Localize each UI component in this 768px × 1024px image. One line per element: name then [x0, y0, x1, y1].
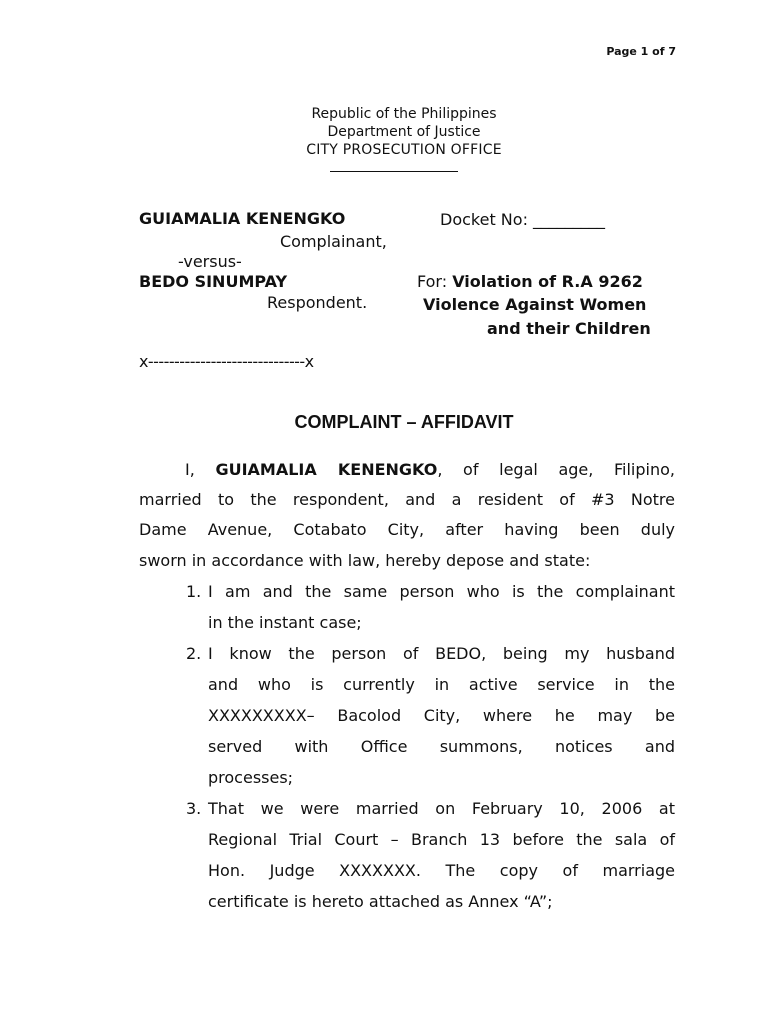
violation-desc-line1: Violence Against Women — [423, 295, 647, 314]
list-item-line: XXXXXXXXX– Bacolod City, where he may be — [208, 706, 675, 725]
intro-line1-rest: , of legal age, Filipino, — [437, 460, 675, 479]
for-label: For: — [417, 272, 448, 291]
list-item-line: Regional Trial Court – Branch 13 before the sala of — [208, 830, 675, 849]
intro-line2: married to the respondent, and a resident of #3 Notre — [139, 490, 675, 509]
intro-name: GUIAMALIA KENENGKO — [215, 460, 438, 479]
intro-line3: Dame Avenue, Cotabato City, after having been duly — [139, 520, 675, 539]
list-item-line: processes; — [208, 768, 294, 787]
caption-separator: x------------------------------x — [139, 352, 314, 371]
page-number: Page 1 of 7 — [606, 45, 676, 58]
list-item-line: in the instant case; — [208, 613, 362, 632]
document-title: COMPLAINT – AFFIDAVIT — [294, 412, 514, 432]
respondent-name: BEDO SINUMPAY — [139, 272, 288, 291]
header-republic: Republic of the Philippines — [311, 106, 497, 122]
list-item-line: Hon. Judge XXXXXXX. The copy of marriage — [208, 861, 675, 880]
violation-desc-line2: and their Children — [487, 319, 651, 338]
header-office: CITY PROSECUTION OFFICE — [306, 142, 502, 158]
intro-line4: sworn in accordance with law, hereby depose and state: — [139, 551, 591, 570]
complainant-label: Complainant, — [280, 232, 387, 251]
versus-label: -versus- — [178, 252, 242, 271]
list-item-number: 3. — [186, 799, 202, 818]
header-underline — [330, 171, 458, 172]
list-item-line: certificate is hereto attached as Annex “A”; — [208, 892, 553, 911]
list-item-number: 1. — [186, 582, 202, 601]
complainant-name: GUIAMALIA KENENGKO — [139, 209, 346, 228]
list-item-line: I am and the same person who is the complainant — [208, 582, 675, 601]
violation-line: Violation of R.A 9262 — [452, 272, 643, 291]
list-item-line: That we were married on February 10, 2006 at — [208, 799, 675, 818]
list-item-line: served with Office summons, notices and — [208, 737, 675, 756]
list-item-number: 2. — [186, 644, 202, 663]
list-item-line: and who is currently in active service in the — [208, 675, 675, 694]
list-item-line: I know the person of BEDO, being my husband — [208, 644, 675, 663]
respondent-label: Respondent. — [267, 293, 368, 312]
header-department: Department of Justice — [327, 124, 481, 140]
intro-pre: I, — [185, 460, 195, 479]
docket-number: Docket No: _________ — [440, 210, 606, 229]
